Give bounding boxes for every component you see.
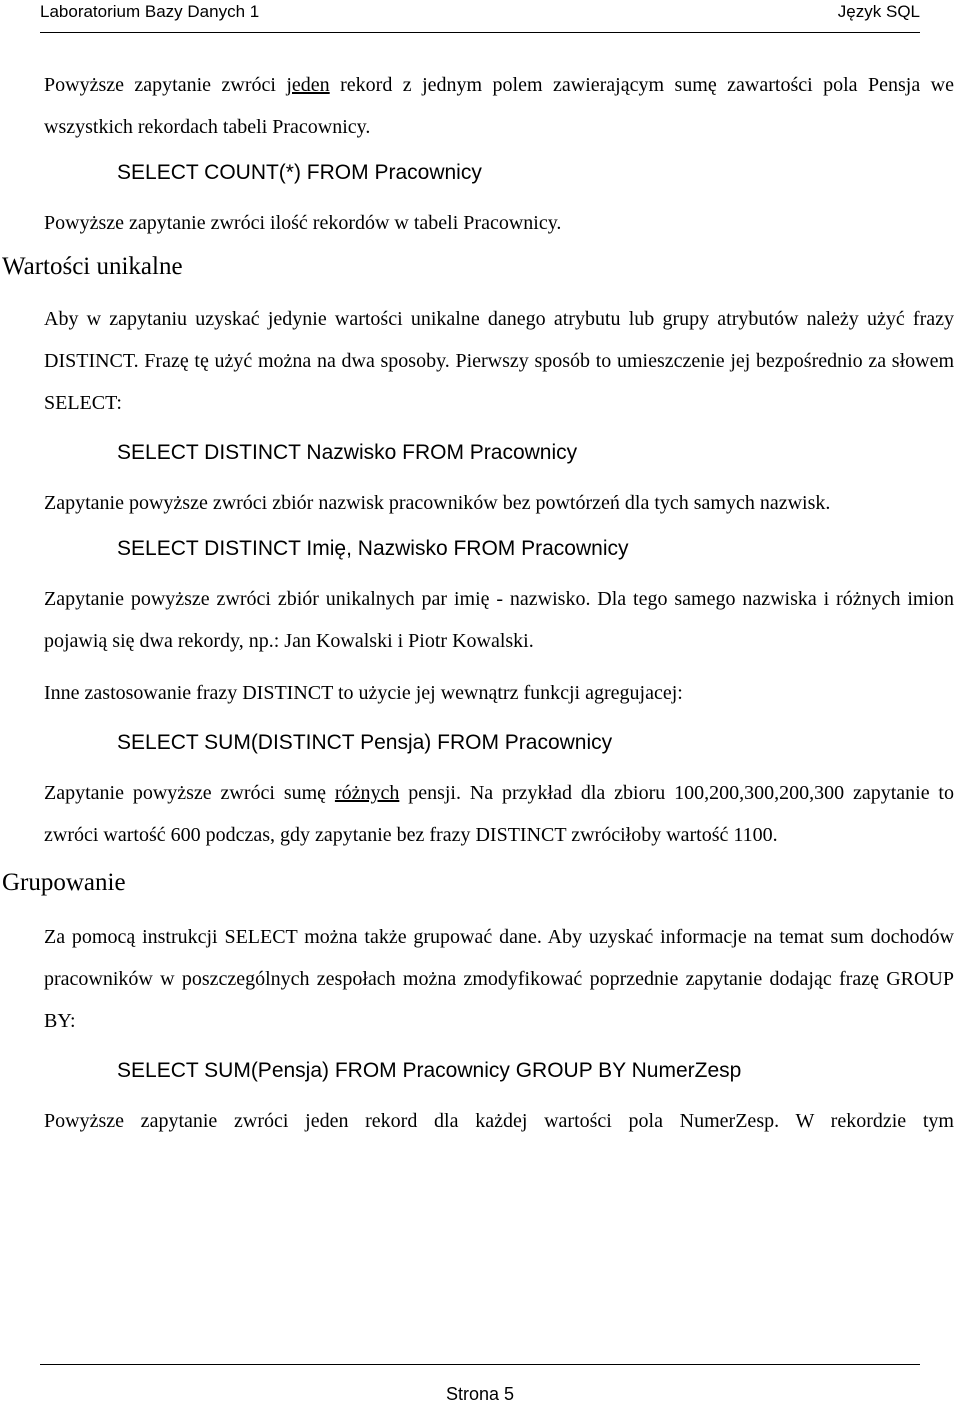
paragraph-text: rekord z jednym polem zawierającym sumę zawartości pola Pensja we wszystkich rekordach tabeli Pracownicy. xyxy=(44,74,954,138)
sql-example-distinct-name-surname: SELECT DISTINCT Imię, Nazwisko FROM Pracownicy xyxy=(117,537,629,560)
header-section-title: Język SQL xyxy=(837,2,920,21)
footer-divider xyxy=(40,1364,920,1365)
page-body xyxy=(0,64,960,1142)
sql-example-distinct-surname: SELECT DISTINCT Nazwisko FROM Pracownicy xyxy=(117,441,578,464)
paragraph-text: Powyższe zapytanie zwróci xyxy=(44,74,287,96)
paragraph-sum-result xyxy=(44,64,954,148)
page-header xyxy=(40,0,920,33)
underlined-word: jeden xyxy=(286,74,330,96)
paragraph-distinct-aggregate: Inne zastosowanie frazy DISTINCT to użycie jej wewnątrz funkcji agregujacej: xyxy=(44,682,683,704)
sql-example-group-by: SELECT SUM(Pensja) FROM Pracownicy GROUP BY NumerZesp xyxy=(117,1059,742,1082)
paragraph-distinct-pairs-result: Zapytanie powyższe zwróci zbiór unikalnych par imię - nazwisko. Dla tego samego nazwiska i różnych imion pojawią się dwa rekordy, np.: Jan Kowalski i Piotr Kowalski. xyxy=(44,588,954,652)
paragraph-distinct-intro: Aby w zapytaniu uzyskać jedynie wartości unikalne danego atrybutu lub grupy atrybutów należy użyć frazy DISTINCT. Frazę tę użyć można na dwa sposoby. Pierwszy sposób to umieszczenie jej bezpośrednio za słowem SELECT: xyxy=(44,308,954,414)
section-heading-unique-values: Wartości unikalne xyxy=(2,253,183,280)
paragraph-text: pensji. Na przykład dla zbioru 100,200,300,200,300 zapytanie to zwróci wartość 600 podczas, gdy zapytanie bez frazy DISTINCT zwróciłoby wartość 1100. xyxy=(44,782,954,846)
sql-example-count: SELECT COUNT(*) FROM Pracownicy xyxy=(117,161,482,184)
section-heading-grouping: Grupowanie xyxy=(2,869,126,896)
paragraph-distinct-surname-result: Zapytanie powyższe zwróci zbiór nazwisk pracowników bez powtórzeń dla tych samych nazwisk. xyxy=(44,492,831,514)
paragraph-text: Zapytanie powyższe zwróci sumę xyxy=(44,782,335,804)
paragraph-sum-distinct-result xyxy=(44,772,954,856)
paragraph-count-result: Powyższe zapytanie zwróci ilość rekordów w tabeli Pracownicy. xyxy=(44,212,562,234)
sql-example-sum-distinct: SELECT SUM(DISTINCT Pensja) FROM Pracownicy xyxy=(117,731,613,754)
paragraph-group-by-result: Powyższe zapytanie zwróci jeden rekord dla każdej wartości pola NumerZesp. W rekordzie tym xyxy=(44,1110,954,1132)
page-number: Strona 5 xyxy=(445,1384,515,1404)
underlined-word: różnych xyxy=(334,782,400,804)
paragraph-group-by-intro: Za pomocą instrukcji SELECT można także grupować dane. Aby uzyskać informacje na temat sum dochodów pracowników w poszczególnych zespołach można zmodyfikować poprzednie zapytanie dodając frazę GROUP BY: xyxy=(44,926,954,1032)
header-document-title: Laboratorium Bazy Danych 1 xyxy=(40,2,260,21)
